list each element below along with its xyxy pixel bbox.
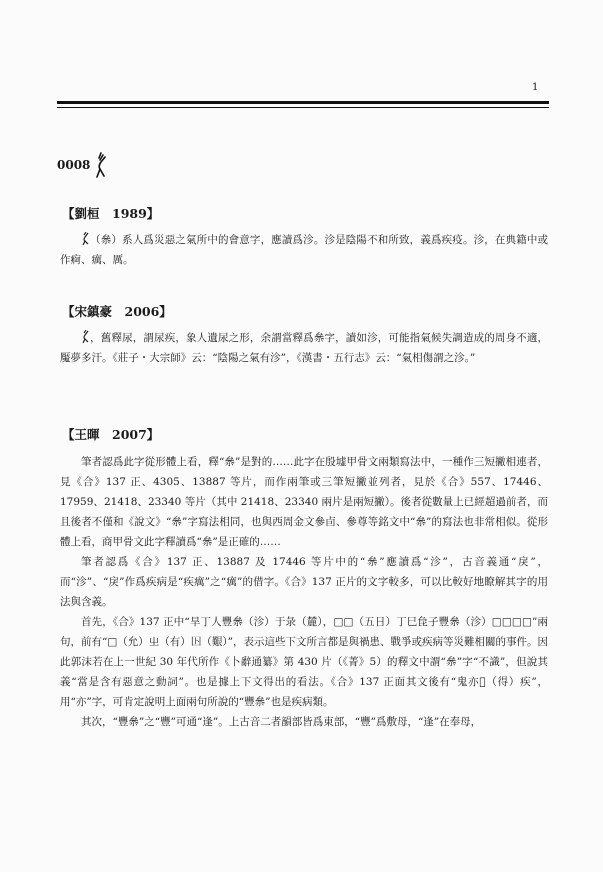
entry-header [57,152,108,178]
page-number: 1 [532,82,539,93]
paragraph-text: 其次，“豐㕘”之“豐”可通“逢”。上古音二者韻部皆爲東部，“豐”爲敷母，“逢”在奉母， [81,716,482,728]
section-body [60,328,548,368]
paragraph-text: （㕘）系人爲災惡之氣所中的會意字，應讀爲沴。沴是陰陽不和所致，義爲疾疫。沴，在典籍中或作痾、癘、厲。 [60,234,548,266]
paragraph-text: 筆者認爲《合》137 正、13887 及 17446 等片中的“㕘”應讀爲“沴”，古音義通“戾”，而“沴”、“戾”作爲疾病是“疾癘”之“癘”的借字。《合》137 正片的文字較多，可以比較好地瞭解其字的用法與含義。 [60,556,548,608]
paragraph-text: 首先，《合》137 正中“旱丁人豐㕘（沴）于彔（麓），□□（五日）丁巳㲋子豐㕘（沴）□□□□”兩句，前有“□（允）㞢（有）𡆥（艱）”，表示這些下文所言都是與禍患、戰爭或疾病等災難相關的事件。因此郭沫若在上一世紀 30 年代所作《卜辭通纂》第 430 片（《菁》5）的釋文中謂“㕘”字“不識”，但說其義“當是含有惡意之動詞”。也是據上下文得出的看法。《合》137 正面其文後有“鬼亦𢍉（得）疾”，用“亦”字，可肯定說明上面兩句所說的“豐㕘”也是疾病類。 [60,616,548,708]
top-rule-thick [57,101,549,104]
oracle-glyph-icon [81,330,90,343]
entry-number: 0008 [57,158,91,172]
section-body [60,230,548,270]
top-rule-thin [57,107,549,108]
section-body [60,452,548,732]
section-heading: 【宋鎮豪 2006】 [62,304,172,319]
paragraph-text: ，舊釋尿，謂尿疾，象人遺尿之形，余謂當釋爲㕘字，讀如沴，可能指氣候失調造成的周身不適，魘夢多汗。《莊子・大宗師》云：“陰陽之氣有沴”，《漢書・五行志》云：“氣相傷謂之沴。” [60,332,548,364]
paragraph-text: 筆者認爲此字從形體上看，釋“㕘”是對的……此字在殷墟甲骨文兩類寫法中，一種作三短撇相連者，見《合》137 正、4305、13887 等片，而作兩筆或三筆短撇並列者，見於《合》557、17446、17959、21418、23340 等片（其中 21418、23340 兩片是兩短撇）。後者從數量上已經超過前者，而且後者不僅和《說文》“㕘”字寫法相同，也與西周金文參卣、參尊等銘文中“㕘”的寫法也非常相似。從形體上看，商甲骨文此字釋讀爲“㕘”是正確的…… [60,456,548,548]
section-heading: 【王暉 2007】 [62,427,160,442]
oracle-glyph-icon [81,232,90,245]
section-heading: 【劉桓 1989】 [62,206,160,221]
oracle-glyph-icon [94,152,108,178]
